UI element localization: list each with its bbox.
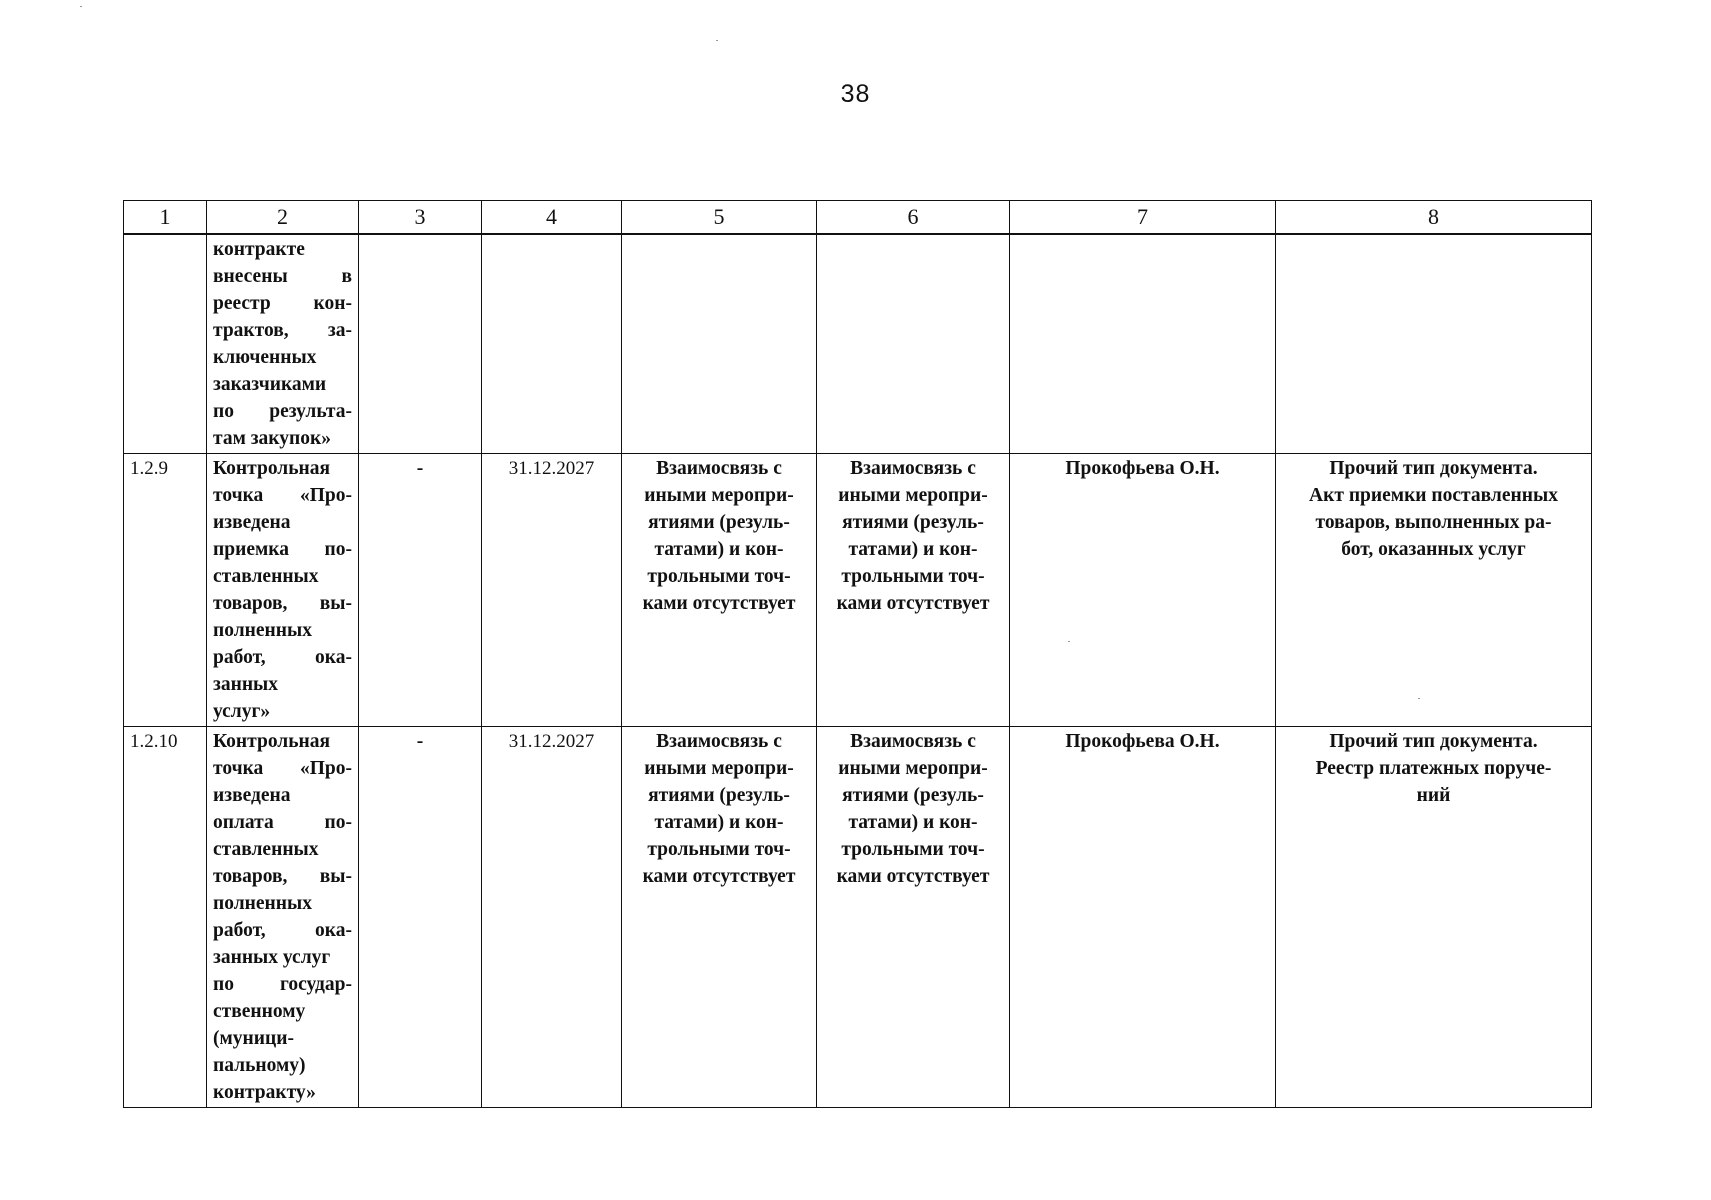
description-line: по государ- (213, 974, 352, 995)
row-number: 1.2.9 (124, 454, 207, 727)
col-6-line: трольными точ- (841, 566, 985, 587)
col-6-line: трольными точ- (841, 839, 985, 860)
row-number: 1.2.10 (124, 727, 207, 1108)
description-line: точка «Про- (213, 758, 352, 779)
row-date: 31.12.2027 (482, 454, 622, 727)
page-number: 38 (840, 80, 871, 108)
continuation-line: реестр кон- (213, 293, 352, 314)
row-date: 31.12.2027 (482, 727, 622, 1108)
description-line: точка «Про- (213, 485, 352, 506)
description-line: занных услуг (213, 947, 331, 968)
col-5-line: ками отсутствует (642, 593, 796, 614)
description-line: контракту» (213, 1082, 316, 1103)
row-col-5 (622, 727, 817, 1108)
continuation-line: трактов, за- (213, 320, 352, 341)
continuation-description-cell (207, 234, 359, 454)
col-6-line: иными меропри- (838, 485, 988, 506)
col-6-line: ками отсутствует (836, 593, 990, 614)
col-8-line: Акт приемки поставленных (1309, 485, 1558, 506)
table-row-1-2-10 (124, 727, 1592, 1108)
col-5-line: ятиями (резуль- (648, 512, 790, 533)
description-line: (муници- (213, 1028, 294, 1049)
description-line: полненных (213, 893, 313, 914)
header-col-3: 3 (359, 201, 482, 235)
description-line: товаров, вы- (213, 866, 352, 887)
header-col-8: 8 (1276, 201, 1592, 235)
col-6-line: ятиями (резуль- (842, 785, 984, 806)
header-col-1: 1 (124, 201, 207, 235)
continuation-empty-cell (482, 234, 622, 454)
continuation-line: внесены в (213, 266, 352, 287)
description-line: изведена (213, 512, 291, 533)
description-line: изведена (213, 785, 291, 806)
row-document-type (1276, 727, 1592, 1108)
continuation-line: там закупок» (213, 428, 331, 449)
col-5-line: Взаимосвязь с (656, 458, 782, 479)
header-col-6: 6 (817, 201, 1010, 235)
continuation-empty-cell (359, 234, 482, 454)
col-8-line: бот, оказанных услуг (1341, 539, 1526, 560)
col-6-line: ятиями (резуль- (842, 512, 984, 533)
header-row (124, 201, 1592, 235)
header-col-5: 5 (622, 201, 817, 235)
header-col-4: 4 (482, 201, 622, 235)
row-responsible: Прокофьева О.Н. (1010, 727, 1276, 1108)
col-5-line: иными меропри- (644, 485, 794, 506)
description-line: услуг» (213, 701, 271, 722)
row-col-6 (817, 454, 1010, 727)
continuation-empty-cell (817, 234, 1010, 454)
scan-speck (1418, 698, 1420, 699)
continuation-num-cell (124, 234, 207, 454)
continuation-row (124, 234, 1592, 454)
description-line: полненных (213, 620, 313, 641)
table-row-1-2-9 (124, 454, 1592, 727)
description-line: работ, ока- (213, 920, 352, 941)
row-col-6 (817, 727, 1010, 1108)
col-5-line: трольными точ- (647, 566, 791, 587)
col-5-line: Взаимосвязь с (656, 731, 782, 752)
col-5-line: татами) и кон- (654, 812, 784, 833)
continuation-empty-cell (1010, 234, 1276, 454)
row-col-5 (622, 454, 817, 727)
col-5-line: трольными точ- (647, 839, 791, 860)
col-6-line: татами) и кон- (848, 539, 978, 560)
description-line: ставленных (213, 839, 319, 860)
scan-speck (716, 40, 718, 41)
description-line: ставленных (213, 566, 319, 587)
row-description (207, 454, 359, 727)
col-8-line: ний (1416, 785, 1451, 806)
row-description (207, 727, 359, 1108)
scan-speck (80, 6, 82, 7)
header-col-2: 2 (207, 201, 359, 235)
col-6-line: татами) и кон- (848, 812, 978, 833)
continuation-line: заказчиками (213, 374, 327, 395)
col-6-line: Взаимосвязь с (850, 458, 976, 479)
description-line: приемка по- (213, 539, 352, 560)
col-8-line: товаров, выполненных ра- (1315, 512, 1552, 533)
col-6-line: Взаимосвязь с (850, 731, 976, 752)
continuation-line: ключенных (213, 347, 317, 368)
continuation-line: контракте (213, 239, 305, 260)
description-line: работ, ока- (213, 647, 352, 668)
header-col-7: 7 (1010, 201, 1276, 235)
description-line: пальному) (213, 1055, 306, 1076)
col-5-line: иными меропри- (644, 758, 794, 779)
continuation-empty-cell (622, 234, 817, 454)
col-6-line: ками отсутствует (836, 866, 990, 887)
continuation-empty-cell (1276, 234, 1592, 454)
row-document-type (1276, 454, 1592, 727)
description-line: Контрольная (213, 731, 331, 752)
row-col-3: - (359, 727, 482, 1108)
description-line: Контрольная (213, 458, 331, 479)
description-line: ственному (213, 1001, 306, 1022)
description-line: оплата по- (213, 812, 352, 833)
plan-table (123, 200, 1592, 1108)
description-line: товаров, вы- (213, 593, 352, 614)
row-col-3: - (359, 454, 482, 727)
col-5-line: ками отсутствует (642, 866, 796, 887)
col-5-line: ятиями (резуль- (648, 785, 790, 806)
scan-speck (1068, 641, 1070, 642)
col-8-line: Реестр платежных поруче- (1315, 758, 1552, 779)
col-6-line: иными меропри- (838, 758, 988, 779)
col-8-line: Прочий тип документа. (1329, 731, 1538, 752)
description-line: занных (213, 674, 279, 695)
col-8-line: Прочий тип документа. (1329, 458, 1538, 479)
continuation-line: по результа- (213, 401, 352, 422)
row-responsible: Прокофьева О.Н. (1010, 454, 1276, 727)
col-5-line: татами) и кон- (654, 539, 784, 560)
